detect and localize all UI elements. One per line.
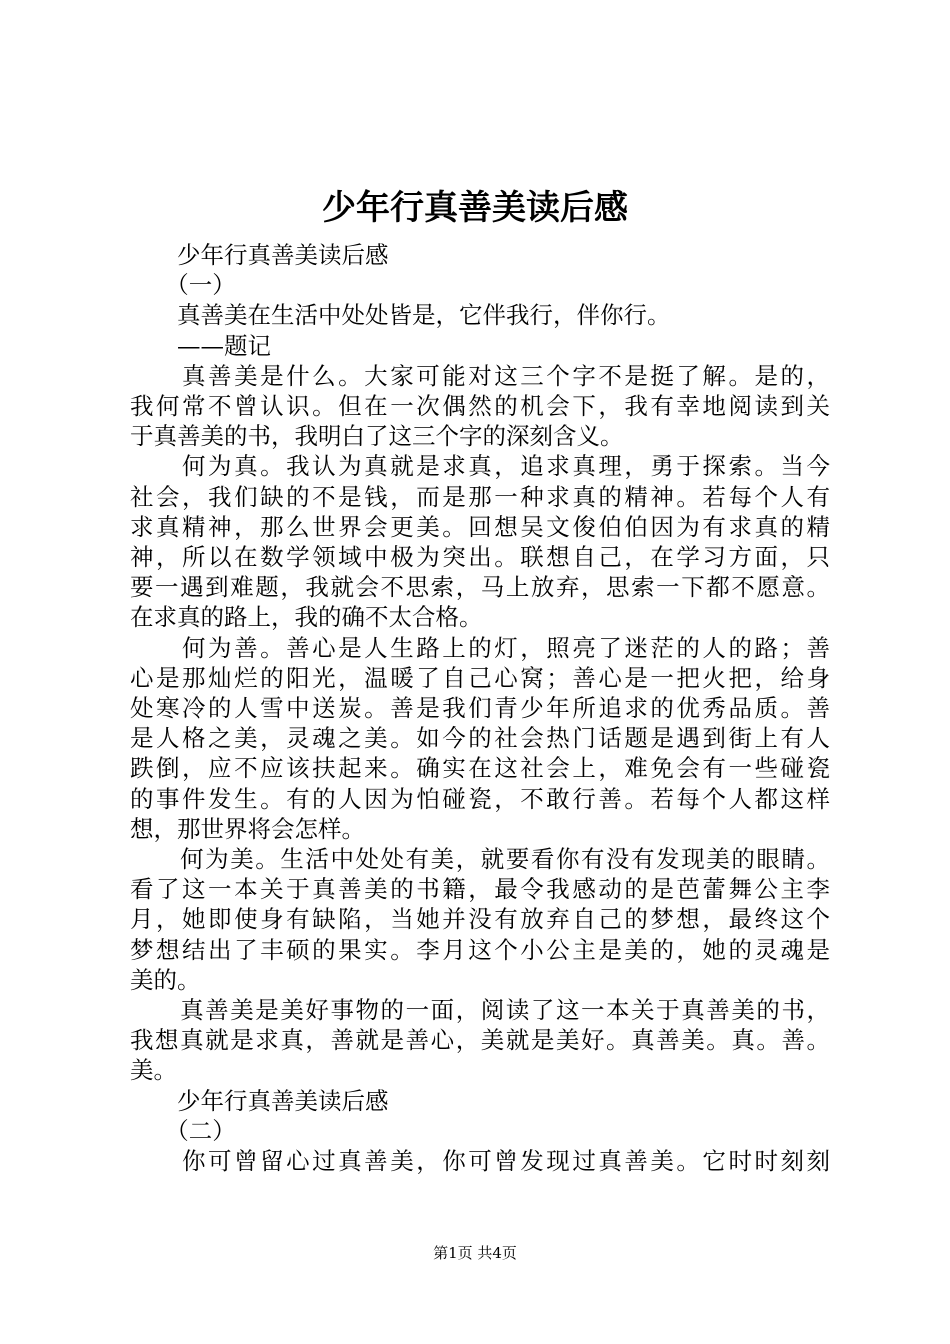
body-line: 社会，我们缺的不是钱，而是那一种求真的精神。若每个人有 bbox=[130, 482, 830, 511]
body-line: 神，所以在数学领域中极为突出。联想自己，在学习方面，只 bbox=[130, 543, 830, 571]
body-line: 要一遇到难题，我就会不思索，马上放弃，思索一下都不愿意。 bbox=[130, 573, 830, 602]
body-line: ——题记 bbox=[130, 331, 271, 360]
page-number-footer: 第1页 共4页 bbox=[433, 1244, 517, 1262]
body-line: 我何常不曾认识。但在一次偶然的机会下，我有幸地阅读到关 bbox=[130, 392, 830, 420]
body-line: 何为真。我认为真就是求真，追求真理，勇于探索。当今 bbox=[130, 452, 830, 481]
body-line: 跌倒，应不应该扶起来。确实在这社会上，难免会有一些碰瓷 bbox=[130, 754, 830, 783]
document-title: 少年行真善美读后感 bbox=[322, 188, 628, 228]
body-line: 心是那灿烂的阳光，温暖了自己心窝；善心是一把火把，给身 bbox=[130, 663, 830, 692]
body-line: 于真善美的书，我明白了这三个字的深刻含义。 bbox=[130, 422, 624, 451]
body-line: 真善美在生活中处处皆是，它伴我行，伴你行。 bbox=[130, 301, 671, 330]
body-line: 的事件发生。有的人因为怕碰瓷，不敢行善。若每个人都这样 bbox=[130, 784, 830, 813]
body-line: 求真精神，那么世界会更美。回想吴文俊伯伯因为有求真的精 bbox=[130, 512, 830, 541]
body-line: 梦想结出了丰硕的果实。李月这个小公主是美的，她的灵魂是 bbox=[130, 935, 830, 964]
body-line: 少年行真善美读后感 bbox=[130, 1086, 389, 1115]
body-line: 看了这一本关于真善美的书籍，最令我感动的是芭蕾舞公主李 bbox=[130, 875, 830, 904]
body-line: 真善美是美好事物的一面，阅读了这一本关于真善美的书， bbox=[130, 996, 830, 1024]
body-line: 少年行真善美读后感 bbox=[130, 241, 389, 269]
body-line: 美。 bbox=[130, 1056, 177, 1085]
body-line: 我想真就是求真，善就是善心，美就是美好。真善美。真。善。 bbox=[130, 1026, 830, 1055]
body-line: 何为美。生活中处处有美，就要看你有没有发现美的眼睛。 bbox=[130, 845, 830, 873]
body-line: 是人格之美，灵魂之美。如今的社会热门话题是遇到街上有人 bbox=[130, 724, 830, 753]
body-line: 真善美是什么。大家可能对这三个字不是挺了解。是的， bbox=[130, 361, 830, 390]
body-line: 处寒冷的人雪中送炭。善是我们青少年所追求的优秀品质。善 bbox=[130, 694, 830, 722]
body-line: 在求真的路上，我的确不太合格。 bbox=[130, 603, 483, 632]
body-line: （一） bbox=[130, 271, 236, 300]
body-line: 月，她即使身有缺陷，当她并没有放弃自己的梦想，最终这个 bbox=[130, 905, 830, 934]
body-line: （二） bbox=[130, 1116, 236, 1145]
body-line: 想，那世界将会怎样。 bbox=[130, 814, 365, 843]
body-line: 何为善。善心是人生路上的灯，照亮了迷茫的人的路；善 bbox=[130, 633, 830, 662]
body-line: 美的。 bbox=[130, 965, 201, 994]
body-line: 你可曾留心过真善美，你可曾发现过真善美。它时时刻刻 bbox=[130, 1147, 830, 1175]
